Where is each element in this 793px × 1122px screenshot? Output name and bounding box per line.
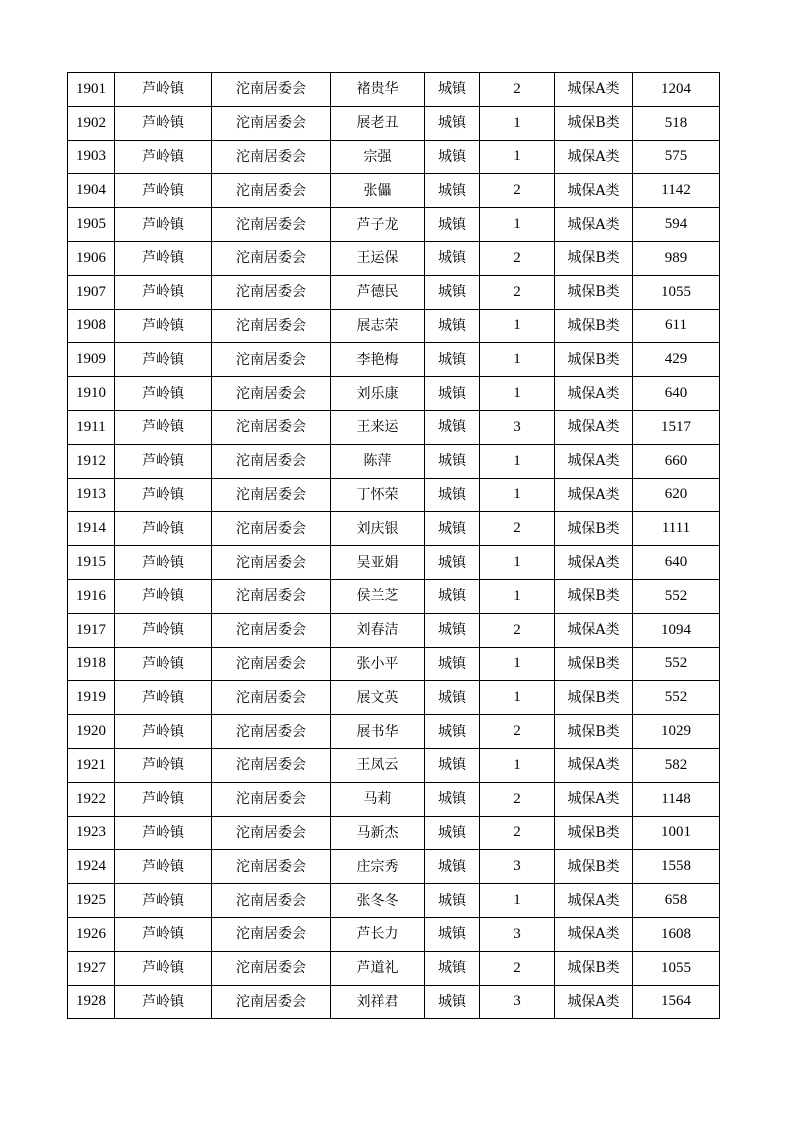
- cell-committee: 沱南居委会: [212, 647, 331, 681]
- cell-town: 芦岭镇: [115, 140, 212, 174]
- table-row: [68, 951, 720, 985]
- cell-serial-number: 1918: [68, 647, 115, 681]
- cell-assistance-category: 城保A类: [555, 174, 633, 208]
- cell-amount: 1142: [633, 174, 720, 208]
- table-row: [68, 73, 720, 107]
- cell-person-name: 王来运: [331, 410, 425, 444]
- cell-amount: 620: [633, 478, 720, 512]
- cell-household-size: 2: [480, 275, 555, 309]
- cell-amount: 552: [633, 647, 720, 681]
- cell-amount: 552: [633, 579, 720, 613]
- cell-household-size: 3: [480, 410, 555, 444]
- cell-person-name: 刘乐康: [331, 377, 425, 411]
- table-row: [68, 782, 720, 816]
- cell-serial-number: 1916: [68, 579, 115, 613]
- cell-area-type: 城镇: [425, 782, 480, 816]
- cell-person-name: 展书华: [331, 715, 425, 749]
- cell-person-name: 李艳梅: [331, 343, 425, 377]
- table-row: [68, 140, 720, 174]
- cell-committee: 沱南居委会: [212, 613, 331, 647]
- cell-amount: 552: [633, 681, 720, 715]
- cell-amount: 1148: [633, 782, 720, 816]
- cell-amount: 582: [633, 748, 720, 782]
- cell-area-type: 城镇: [425, 309, 480, 343]
- cell-amount: 1608: [633, 917, 720, 951]
- cell-committee: 沱南居委会: [212, 951, 331, 985]
- cell-assistance-category: 城保A类: [555, 444, 633, 478]
- cell-serial-number: 1915: [68, 546, 115, 580]
- cell-assistance-category: 城保B类: [555, 850, 633, 884]
- cell-assistance-category: 城保B类: [555, 579, 633, 613]
- cell-assistance-category: 城保A类: [555, 884, 633, 918]
- cell-person-name: 芦道礼: [331, 951, 425, 985]
- cell-household-size: 1: [480, 140, 555, 174]
- cell-household-size: 1: [480, 884, 555, 918]
- cell-town: 芦岭镇: [115, 208, 212, 242]
- table-row: [68, 444, 720, 478]
- cell-serial-number: 1911: [68, 410, 115, 444]
- cell-household-size: 2: [480, 715, 555, 749]
- cell-amount: 575: [633, 140, 720, 174]
- cell-town: 芦岭镇: [115, 681, 212, 715]
- cell-serial-number: 1922: [68, 782, 115, 816]
- cell-amount: 1564: [633, 985, 720, 1019]
- table-row: [68, 208, 720, 242]
- cell-town: 芦岭镇: [115, 985, 212, 1019]
- cell-amount: 1001: [633, 816, 720, 850]
- cell-area-type: 城镇: [425, 985, 480, 1019]
- cell-household-size: 1: [480, 309, 555, 343]
- cell-committee: 沱南居委会: [212, 850, 331, 884]
- cell-person-name: 展老丑: [331, 106, 425, 140]
- cell-amount: 989: [633, 241, 720, 275]
- cell-area-type: 城镇: [425, 951, 480, 985]
- cell-town: 芦岭镇: [115, 478, 212, 512]
- cell-assistance-category: 城保A类: [555, 410, 633, 444]
- cell-town: 芦岭镇: [115, 917, 212, 951]
- cell-area-type: 城镇: [425, 275, 480, 309]
- cell-serial-number: 1927: [68, 951, 115, 985]
- cell-serial-number: 1905: [68, 208, 115, 242]
- cell-town: 芦岭镇: [115, 816, 212, 850]
- cell-person-name: 芦子龙: [331, 208, 425, 242]
- cell-area-type: 城镇: [425, 613, 480, 647]
- cell-area-type: 城镇: [425, 106, 480, 140]
- cell-town: 芦岭镇: [115, 174, 212, 208]
- cell-assistance-category: 城保A类: [555, 478, 633, 512]
- table-row: [68, 850, 720, 884]
- cell-amount: 594: [633, 208, 720, 242]
- cell-amount: 1204: [633, 73, 720, 107]
- cell-serial-number: 1913: [68, 478, 115, 512]
- cell-town: 芦岭镇: [115, 951, 212, 985]
- cell-amount: 1029: [633, 715, 720, 749]
- cell-assistance-category: 城保A类: [555, 208, 633, 242]
- cell-household-size: 1: [480, 478, 555, 512]
- cell-area-type: 城镇: [425, 343, 480, 377]
- table-row: [68, 377, 720, 411]
- cell-person-name: 宗强: [331, 140, 425, 174]
- cell-household-size: 2: [480, 174, 555, 208]
- cell-person-name: 张儡: [331, 174, 425, 208]
- cell-amount: 1517: [633, 410, 720, 444]
- cell-town: 芦岭镇: [115, 613, 212, 647]
- table-row: [68, 579, 720, 613]
- cell-area-type: 城镇: [425, 410, 480, 444]
- cell-household-size: 1: [480, 681, 555, 715]
- table-row: [68, 343, 720, 377]
- cell-assistance-category: 城保A类: [555, 613, 633, 647]
- cell-assistance-category: 城保A类: [555, 917, 633, 951]
- cell-area-type: 城镇: [425, 377, 480, 411]
- cell-serial-number: 1920: [68, 715, 115, 749]
- cell-committee: 沱南居委会: [212, 444, 331, 478]
- cell-serial-number: 1909: [68, 343, 115, 377]
- cell-committee: 沱南居委会: [212, 748, 331, 782]
- cell-committee: 沱南居委会: [212, 512, 331, 546]
- cell-serial-number: 1921: [68, 748, 115, 782]
- roster-table: [67, 72, 720, 1019]
- cell-person-name: 吴亚娟: [331, 546, 425, 580]
- cell-area-type: 城镇: [425, 73, 480, 107]
- cell-town: 芦岭镇: [115, 241, 212, 275]
- cell-area-type: 城镇: [425, 647, 480, 681]
- cell-assistance-category: 城保A类: [555, 985, 633, 1019]
- cell-committee: 沱南居委会: [212, 579, 331, 613]
- table-row: [68, 681, 720, 715]
- cell-person-name: 芦长力: [331, 917, 425, 951]
- cell-serial-number: 1924: [68, 850, 115, 884]
- cell-committee: 沱南居委会: [212, 715, 331, 749]
- table-row: [68, 512, 720, 546]
- cell-serial-number: 1912: [68, 444, 115, 478]
- cell-assistance-category: 城保A类: [555, 748, 633, 782]
- cell-committee: 沱南居委会: [212, 73, 331, 107]
- cell-serial-number: 1925: [68, 884, 115, 918]
- cell-area-type: 城镇: [425, 850, 480, 884]
- cell-area-type: 城镇: [425, 715, 480, 749]
- table-row: [68, 715, 720, 749]
- cell-town: 芦岭镇: [115, 647, 212, 681]
- cell-household-size: 2: [480, 816, 555, 850]
- cell-committee: 沱南居委会: [212, 343, 331, 377]
- cell-person-name: 王运保: [331, 241, 425, 275]
- cell-person-name: 刘祥君: [331, 985, 425, 1019]
- table-row: [68, 647, 720, 681]
- cell-committee: 沱南居委会: [212, 309, 331, 343]
- cell-assistance-category: 城保B类: [555, 681, 633, 715]
- cell-serial-number: 1908: [68, 309, 115, 343]
- cell-area-type: 城镇: [425, 208, 480, 242]
- cell-town: 芦岭镇: [115, 275, 212, 309]
- cell-assistance-category: 城保B类: [555, 512, 633, 546]
- cell-area-type: 城镇: [425, 140, 480, 174]
- cell-committee: 沱南居委会: [212, 410, 331, 444]
- cell-town: 芦岭镇: [115, 106, 212, 140]
- cell-assistance-category: 城保A类: [555, 73, 633, 107]
- cell-person-name: 张小平: [331, 647, 425, 681]
- cell-amount: 1094: [633, 613, 720, 647]
- cell-serial-number: 1923: [68, 816, 115, 850]
- cell-assistance-category: 城保A类: [555, 782, 633, 816]
- cell-area-type: 城镇: [425, 444, 480, 478]
- cell-committee: 沱南居委会: [212, 782, 331, 816]
- cell-town: 芦岭镇: [115, 73, 212, 107]
- cell-person-name: 庄宗秀: [331, 850, 425, 884]
- cell-serial-number: 1907: [68, 275, 115, 309]
- cell-amount: 1055: [633, 275, 720, 309]
- cell-assistance-category: 城保B类: [555, 647, 633, 681]
- cell-assistance-category: 城保A类: [555, 377, 633, 411]
- cell-person-name: 张冬冬: [331, 884, 425, 918]
- cell-committee: 沱南居委会: [212, 681, 331, 715]
- cell-person-name: 展文英: [331, 681, 425, 715]
- cell-household-size: 1: [480, 444, 555, 478]
- cell-amount: 1111: [633, 512, 720, 546]
- cell-household-size: 2: [480, 73, 555, 107]
- cell-area-type: 城镇: [425, 917, 480, 951]
- cell-household-size: 1: [480, 579, 555, 613]
- cell-committee: 沱南居委会: [212, 377, 331, 411]
- cell-serial-number: 1906: [68, 241, 115, 275]
- cell-town: 芦岭镇: [115, 715, 212, 749]
- cell-amount: 518: [633, 106, 720, 140]
- cell-household-size: 2: [480, 241, 555, 275]
- cell-household-size: 1: [480, 748, 555, 782]
- cell-town: 芦岭镇: [115, 377, 212, 411]
- table-row: [68, 985, 720, 1019]
- cell-assistance-category: 城保B类: [555, 275, 633, 309]
- cell-amount: 429: [633, 343, 720, 377]
- cell-household-size: 1: [480, 208, 555, 242]
- cell-household-size: 2: [480, 951, 555, 985]
- cell-person-name: 陈萍: [331, 444, 425, 478]
- cell-person-name: 马新杰: [331, 816, 425, 850]
- cell-amount: 1558: [633, 850, 720, 884]
- cell-committee: 沱南居委会: [212, 241, 331, 275]
- cell-town: 芦岭镇: [115, 309, 212, 343]
- cell-committee: 沱南居委会: [212, 208, 331, 242]
- cell-household-size: 1: [480, 377, 555, 411]
- cell-household-size: 1: [480, 343, 555, 377]
- cell-assistance-category: 城保A类: [555, 140, 633, 174]
- cell-household-size: 2: [480, 613, 555, 647]
- cell-person-name: 展志荣: [331, 309, 425, 343]
- cell-town: 芦岭镇: [115, 782, 212, 816]
- cell-household-size: 2: [480, 782, 555, 816]
- cell-area-type: 城镇: [425, 748, 480, 782]
- table-row: [68, 748, 720, 782]
- cell-town: 芦岭镇: [115, 579, 212, 613]
- cell-amount: 658: [633, 884, 720, 918]
- cell-amount: 1055: [633, 951, 720, 985]
- cell-person-name: 褚贵华: [331, 73, 425, 107]
- table-row: [68, 884, 720, 918]
- cell-assistance-category: 城保B类: [555, 715, 633, 749]
- cell-amount: 660: [633, 444, 720, 478]
- cell-area-type: 城镇: [425, 579, 480, 613]
- cell-area-type: 城镇: [425, 241, 480, 275]
- cell-assistance-category: 城保B类: [555, 951, 633, 985]
- cell-area-type: 城镇: [425, 512, 480, 546]
- table-row: [68, 309, 720, 343]
- cell-town: 芦岭镇: [115, 410, 212, 444]
- cell-assistance-category: 城保A类: [555, 546, 633, 580]
- table-row: [68, 816, 720, 850]
- cell-town: 芦岭镇: [115, 850, 212, 884]
- table-row: [68, 613, 720, 647]
- table-row: [68, 478, 720, 512]
- cell-area-type: 城镇: [425, 681, 480, 715]
- roster-body: [68, 73, 720, 1019]
- cell-town: 芦岭镇: [115, 884, 212, 918]
- cell-serial-number: 1919: [68, 681, 115, 715]
- cell-serial-number: 1926: [68, 917, 115, 951]
- cell-town: 芦岭镇: [115, 343, 212, 377]
- cell-person-name: 丁怀荣: [331, 478, 425, 512]
- cell-assistance-category: 城保B类: [555, 343, 633, 377]
- cell-committee: 沱南居委会: [212, 106, 331, 140]
- cell-serial-number: 1928: [68, 985, 115, 1019]
- cell-household-size: 1: [480, 546, 555, 580]
- cell-person-name: 马莉: [331, 782, 425, 816]
- table-row: [68, 546, 720, 580]
- table-row: [68, 174, 720, 208]
- cell-household-size: 1: [480, 647, 555, 681]
- cell-committee: 沱南居委会: [212, 546, 331, 580]
- cell-household-size: 2: [480, 512, 555, 546]
- cell-town: 芦岭镇: [115, 546, 212, 580]
- cell-serial-number: 1903: [68, 140, 115, 174]
- cell-person-name: 芦德民: [331, 275, 425, 309]
- cell-area-type: 城镇: [425, 816, 480, 850]
- cell-committee: 沱南居委会: [212, 884, 331, 918]
- cell-town: 芦岭镇: [115, 444, 212, 478]
- cell-serial-number: 1914: [68, 512, 115, 546]
- table-row: [68, 410, 720, 444]
- table-row: [68, 241, 720, 275]
- cell-area-type: 城镇: [425, 174, 480, 208]
- table-row: [68, 106, 720, 140]
- cell-person-name: 刘庆银: [331, 512, 425, 546]
- cell-area-type: 城镇: [425, 884, 480, 918]
- cell-serial-number: 1901: [68, 73, 115, 107]
- cell-committee: 沱南居委会: [212, 917, 331, 951]
- cell-assistance-category: 城保B类: [555, 816, 633, 850]
- cell-household-size: 3: [480, 850, 555, 884]
- cell-household-size: 3: [480, 985, 555, 1019]
- cell-assistance-category: 城保B类: [555, 241, 633, 275]
- cell-household-size: 3: [480, 917, 555, 951]
- cell-assistance-category: 城保B类: [555, 106, 633, 140]
- cell-person-name: 侯兰芝: [331, 579, 425, 613]
- cell-assistance-category: 城保B类: [555, 309, 633, 343]
- cell-town: 芦岭镇: [115, 748, 212, 782]
- cell-person-name: 刘春洁: [331, 613, 425, 647]
- cell-committee: 沱南居委会: [212, 816, 331, 850]
- cell-committee: 沱南居委会: [212, 140, 331, 174]
- cell-serial-number: 1902: [68, 106, 115, 140]
- cell-amount: 611: [633, 309, 720, 343]
- cell-serial-number: 1904: [68, 174, 115, 208]
- cell-town: 芦岭镇: [115, 512, 212, 546]
- table-row: [68, 917, 720, 951]
- cell-serial-number: 1910: [68, 377, 115, 411]
- cell-household-size: 1: [480, 106, 555, 140]
- cell-amount: 640: [633, 377, 720, 411]
- cell-area-type: 城镇: [425, 546, 480, 580]
- cell-committee: 沱南居委会: [212, 174, 331, 208]
- cell-committee: 沱南居委会: [212, 275, 331, 309]
- cell-committee: 沱南居委会: [212, 985, 331, 1019]
- cell-amount: 640: [633, 546, 720, 580]
- table-row: [68, 275, 720, 309]
- cell-serial-number: 1917: [68, 613, 115, 647]
- cell-area-type: 城镇: [425, 478, 480, 512]
- cell-committee: 沱南居委会: [212, 478, 331, 512]
- cell-person-name: 王凤云: [331, 748, 425, 782]
